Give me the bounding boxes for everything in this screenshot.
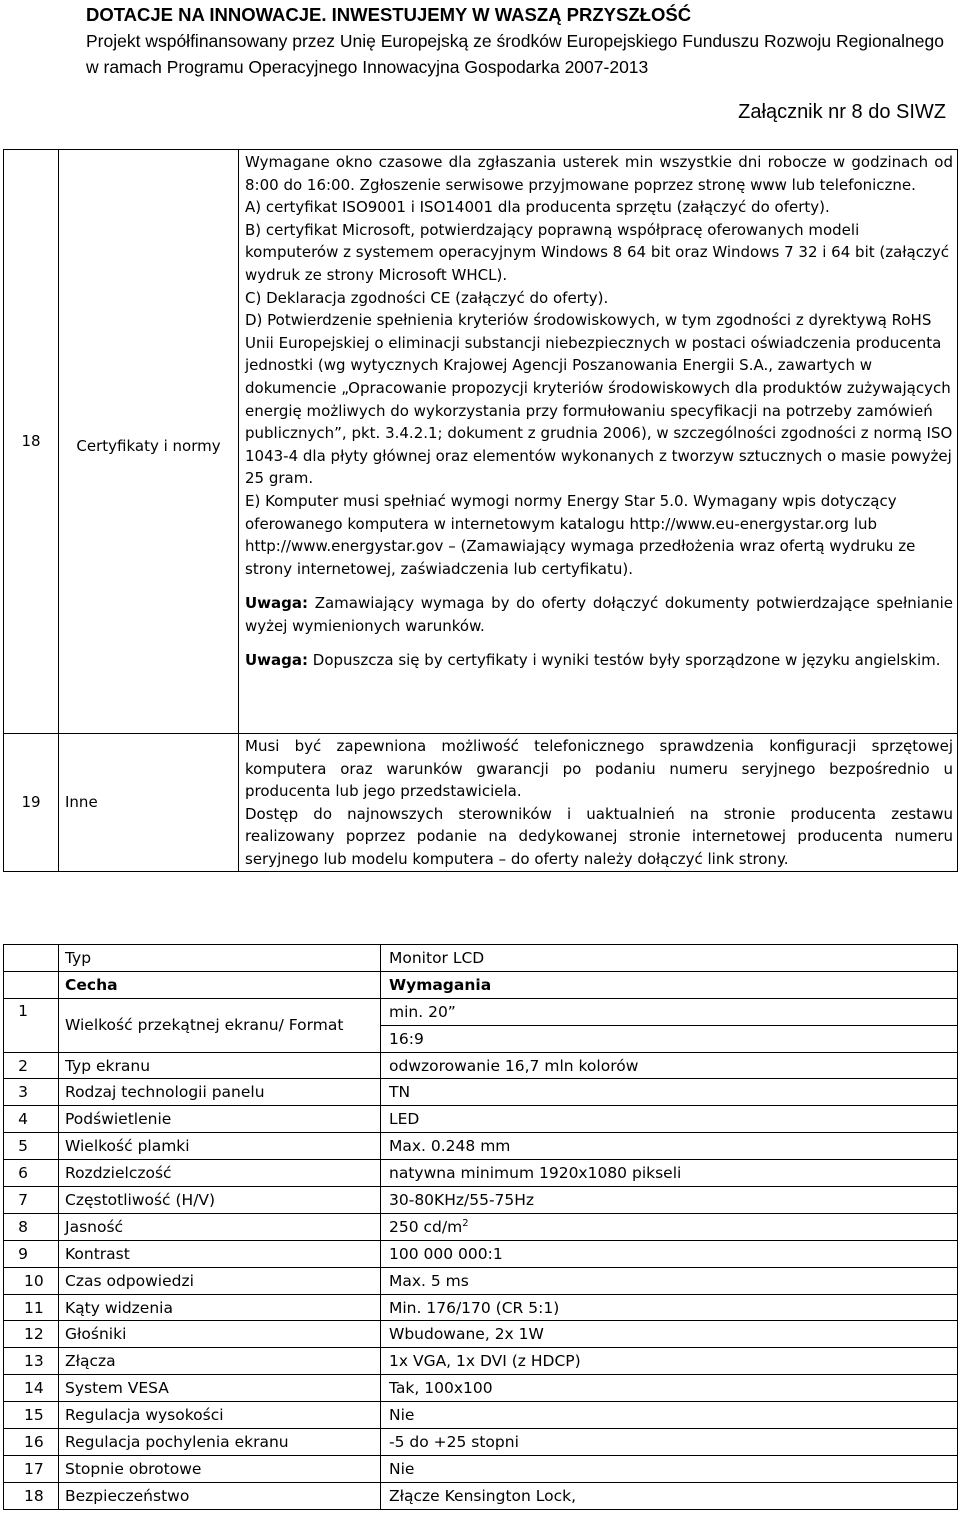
table-row [4, 734, 958, 872]
value-cell: Min. 176/170 (CR 5:1) [381, 1294, 958, 1321]
note-2 [245, 649, 953, 672]
value-cell [381, 1213, 958, 1240]
row-number: 8 [4, 1213, 59, 1240]
feature-cell: Stopnie obrotowe [59, 1455, 381, 1482]
row-number: 5 [4, 1133, 59, 1160]
feature-cell: Czas odpowiedzi [59, 1267, 381, 1294]
value-cell: -5 do +25 stopni [381, 1429, 958, 1456]
requirements-description [239, 150, 958, 734]
table-row [4, 1240, 958, 1267]
cert-e: E) Komputer musi spełniać wymogi normy Energy Star 5.0. Wymagany wpis dotyczący oferowanego komputera w internetowym katalogu http://www.eu-energystar.org lub http://www.energystar.gov – (Zamawiający wymaga przedłożenia wraz ofertą wydruku ze strony internetowej, zaświadczenia lub certyfikatu). [245, 491, 916, 578]
cofinancing-line: Projekt współfinansowany przez Unię Europejską ze środków Europejskiego Funduszu Rozwoju Regionalnego [86, 31, 944, 51]
table-row [4, 1106, 958, 1133]
feature-cell: Typ ekranu [59, 1052, 381, 1079]
feature-cell: Kąty widzenia [59, 1294, 381, 1321]
table-row [4, 150, 958, 734]
row-number: 9 [4, 1240, 59, 1267]
note-1 [245, 592, 953, 637]
value-cell: Tak, 100x100 [381, 1375, 958, 1402]
row-number: 11 [4, 1294, 59, 1321]
type-label: Typ [59, 945, 381, 972]
row-number: 17 [4, 1455, 59, 1482]
value-cell: min. 20” [381, 998, 958, 1025]
feature-cell: Podświetlenie [59, 1106, 381, 1133]
value-cell: odwzorowanie 16,7 mln kolorów [381, 1052, 958, 1079]
table-row [4, 1187, 958, 1214]
table-row [4, 1482, 958, 1509]
cert-c: C) Deklaracja zgodności CE (załączyć do oferty). [245, 288, 609, 307]
feature-cell: Głośniki [59, 1321, 381, 1348]
brightness-value: 250 cd/m [389, 1217, 463, 1236]
feature-cell: Częstotliwość (H/V) [59, 1187, 381, 1214]
feature-cell: Regulacja pochylenia ekranu [59, 1429, 381, 1456]
table-row [4, 1348, 958, 1375]
row-number: 15 [4, 1402, 59, 1429]
table-row [4, 1213, 958, 1240]
cert-d: D) Potwierdzenie spełnienia kryteriów środowiskowych, w tym zgodności z dyrektywą RoHS Unii Europejskiej o eliminacji substancji niebezpiecznych w postaci oświadczenia producenta jednostki (wg wytycznych Krajowej Agencji Poszanowania Energii S.A., zawartych w dokumencie „Opracowanie propozycji kryteriów środowiskowych dla produktów zużywających energię możliwych do wykorzystania przy formułowaniu specyfikacji na potrzeby zamówień publicznych”, pkt. 3.4.2.1; dokument z grudnia 2006), w szczególności zgodności z normą ISO 1043-4 dla płyty głównej oraz elementów wykonanych z tworzyw sztucznych o masie powyżej 25 gram. [245, 311, 953, 488]
cert-b: B) certyfikat Microsoft, potwierdzający poprawną współpracę oferowanych modeli komputerów z systemem operacyjnym Windows 8 64 bit oraz Windows 7 32 i 64 bit (załączyć wydruk ze strony Microsoft WHCL). [245, 220, 949, 284]
row-number: 2 [4, 1052, 59, 1079]
value-cell: Max. 0.248 mm [381, 1133, 958, 1160]
value-cell: 30-80KHz/55-75Hz [381, 1187, 958, 1214]
value-cell: Złącze Kensington Lock, [381, 1482, 958, 1509]
value-cell: natywna minimum 1920x1080 pikseli [381, 1160, 958, 1187]
feature-cell: Rozdzielczość [59, 1160, 381, 1187]
feature-cell: Regulacja wysokości [59, 1402, 381, 1429]
table-row [4, 1375, 958, 1402]
note-label: Uwaga: [245, 594, 309, 613]
row-number: 18 [4, 150, 59, 734]
row-number: 18 [4, 1482, 59, 1509]
row-number: 12 [4, 1321, 59, 1348]
cert-a: A) certyfikat ISO9001 i ISO14001 dla producenta sprzętu (załączyć do oferty). [245, 198, 830, 217]
value-cell: Nie [381, 1455, 958, 1482]
monitor-spec-table [3, 944, 958, 1510]
drivers-paragraph: Dostęp do najnowszych sterowników i uaktualnień na stronie producenta zestawu realizowany poprzez podanie na dedykowanej stronie internetowej producenta numeru seryjnego lub modelu komputera – do oferty należy dołączyć link strony. [245, 804, 953, 868]
table-row [4, 945, 958, 972]
value-cell: 16:9 [381, 1025, 958, 1052]
row-label: Inne [59, 734, 239, 872]
note-text: Dopuszcza się by certyfikaty i wyniki testów były sporządzone w języku angielskim. [308, 651, 941, 670]
value-cell: 1x VGA, 1x DVI (z HDCP) [381, 1348, 958, 1375]
requirements-table [3, 149, 958, 872]
row-number: 1 [4, 998, 59, 1052]
table-row [4, 1402, 958, 1429]
feature-cell: Kontrast [59, 1240, 381, 1267]
row-number: 19 [4, 734, 59, 872]
row-number: 10 [4, 1267, 59, 1294]
feature-cell: Rodzaj technologii panelu [59, 1079, 381, 1106]
unit-superscript: 2 [462, 1217, 469, 1229]
row-label: Certyfikaty i normy [59, 150, 239, 734]
project-title: DOTACJE NA INNOWACJE. INWESTUJEMY W WASZĄ PRZYSZŁOŚĆ [86, 4, 692, 25]
feature-cell: Wielkość przekątnej ekranu/ Format [59, 998, 381, 1052]
row-number: 6 [4, 1160, 59, 1187]
config-check-paragraph: Musi być zapewniona możliwość telefonicznego sprawdzenia konfiguracji sprzętowej komputera oraz warunków gwarancji po podaniu numeru seryjnego bezpośrednio u producenta lub jego przedstawiciela. [245, 737, 953, 801]
value-cell: 100 000 000:1 [381, 1240, 958, 1267]
other-description [239, 734, 958, 872]
program-line: w ramach Programu Operacyjnego Innowacyjna Gospodarka 2007-2013 [86, 57, 649, 77]
row-number: 16 [4, 1429, 59, 1456]
column-header-requirement: Wymagania [381, 971, 958, 998]
feature-cell: Wielkość plamki [59, 1133, 381, 1160]
feature-cell: Jasność [59, 1213, 381, 1240]
feature-cell: Bezpieczeństwo [59, 1482, 381, 1509]
attachment-label: Załącznik nr 8 do SIWZ [738, 101, 946, 123]
feature-cell: Złącza [59, 1348, 381, 1375]
table-row [4, 1267, 958, 1294]
row-number: 14 [4, 1375, 59, 1402]
type-value: Monitor LCD [381, 945, 958, 972]
table-row [4, 1160, 958, 1187]
value-cell: Wbudowane, 2x 1W [381, 1321, 958, 1348]
table-row [4, 1052, 958, 1079]
note-label: Uwaga: [245, 651, 309, 670]
column-header-feature: Cecha [59, 971, 381, 998]
table-row [4, 1429, 958, 1456]
table-row [4, 1455, 958, 1482]
row-number: 3 [4, 1079, 59, 1106]
table-row [4, 1321, 958, 1348]
table-row [4, 1079, 958, 1106]
service-paragraph: Wymagane okno czasowe dla zgłaszania usterek min wszystkie dni robocze w godzinach od 8:00 do 16:00. Zgłoszenie serwisowe przyjmowane poprzez stronę www lub telefoniczne. [245, 153, 953, 194]
value-cell: Nie [381, 1402, 958, 1429]
row-number: 4 [4, 1106, 59, 1133]
table-row [4, 1294, 958, 1321]
feature-cell: System VESA [59, 1375, 381, 1402]
table-row [4, 998, 958, 1025]
note-text: Zamawiający wymaga by do oferty dołączyć dokumenty potwierdzające spełnianie wyżej wymienionych warunków. [245, 594, 953, 635]
value-cell: TN [381, 1079, 958, 1106]
row-number: 7 [4, 1187, 59, 1214]
row-number: 13 [4, 1348, 59, 1375]
table-row [4, 1133, 958, 1160]
table-header-row [4, 971, 958, 998]
value-cell: Max. 5 ms [381, 1267, 958, 1294]
value-cell: LED [381, 1106, 958, 1133]
